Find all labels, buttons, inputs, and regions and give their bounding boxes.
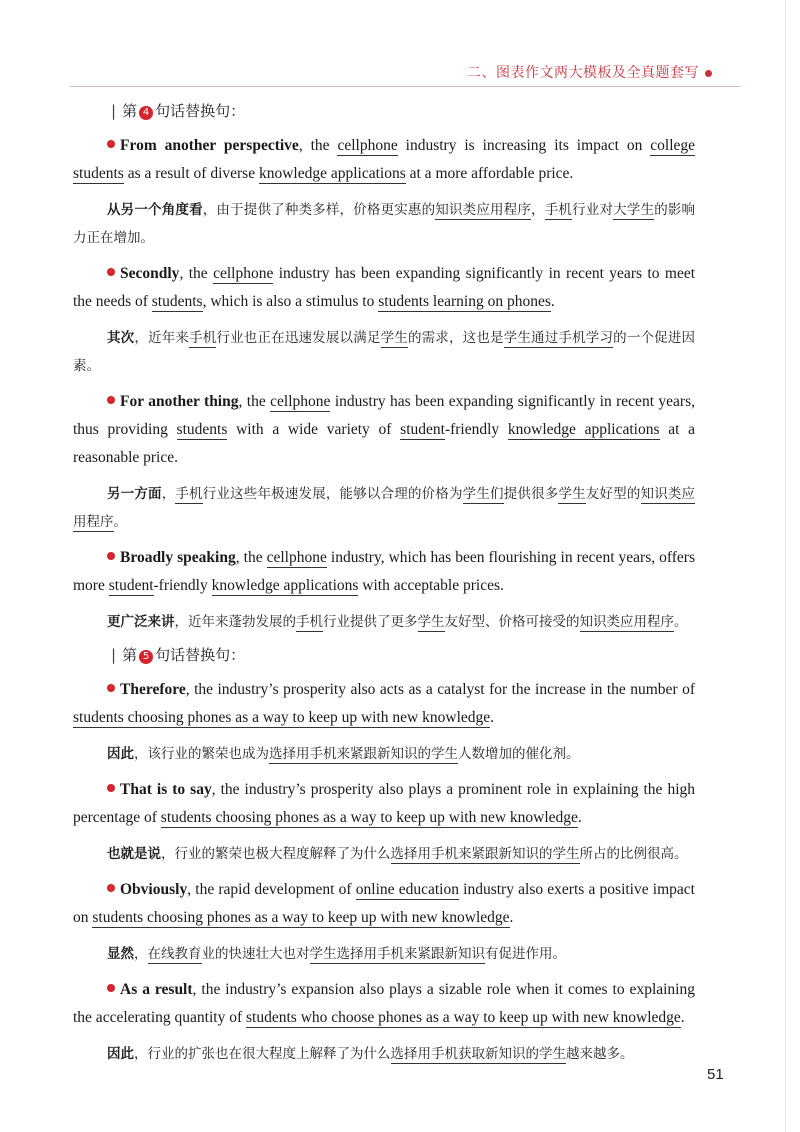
header-dot-icon xyxy=(705,70,712,77)
bullet-icon xyxy=(107,884,115,892)
bullet-icon xyxy=(107,684,115,692)
example-5-4-chinese: 因此，行业的扩张也在很大程度上解释了为什么选择用手机获取新知识的学生越来越多。 xyxy=(107,1046,634,1062)
section-bar-icon: | xyxy=(111,646,117,664)
example-4-1-chinese: 从另一个角度看，由于提供了种类多样，价格更实惠的知识类应用程序，手机行业对大学生的影响力正在增加。 xyxy=(73,202,696,246)
example-4-4-english: Broadly speaking, the cellphone industry, which has been flourishing in recent years, offers more student-friendly knowledge applications with acceptable prices. xyxy=(73,549,696,594)
bullet-icon xyxy=(107,552,115,560)
bullet-icon xyxy=(107,396,115,404)
example-5-2-chinese: 也就是说，行业的繁荣也极大程度解释了为什么选择用手机来紧跟新知识的学生所占的比例很高。 xyxy=(107,846,688,862)
section-bar-icon: | xyxy=(111,102,117,120)
example-5-1-chinese: 因此，该行业的繁荣也成为选择用手机来紧跟新知识的学生人数增加的催化剂。 xyxy=(107,746,580,762)
page-number: 51 xyxy=(707,1066,724,1083)
bullet-icon xyxy=(107,140,115,148)
example-4-2-english: Secondly, the cellphone industry has been expanding significantly in recent years to meet the needs of students, which is also a stimulus to students learning on phones. xyxy=(73,265,696,310)
section-4-heading: | 第 4 句话替换句： xyxy=(111,102,246,120)
bullet-icon xyxy=(107,268,115,276)
section-5-heading: | 第 5 句话替换句： xyxy=(111,646,246,664)
example-4-3-chinese: 另一方面，手机行业这些年极速发展，能够以合理的价格为学生们提供很多学生友好型的知识类应用程序。 xyxy=(73,486,696,530)
example-5-1-english: Therefore, the industry’s prosperity also acts as a catalyst for the increase in the number of students choosing phones as a way to keep up with new knowledge. xyxy=(73,681,695,726)
example-5-3-english: Obviously, the rapid development of online education industry also exerts a positive impact on students choosing phones as a way to keep up with new knowledge. xyxy=(73,881,695,926)
example-4-4-chinese: 更广泛来讲，近年来蓬勃发展的手机行业提供了更多学生友好型、价格可接受的知识类应用程序。 xyxy=(107,614,688,630)
example-5-3-chinese: 显然，在线教育业的快速壮大也对学生选择用手机来紧跟新知识有促进作用。 xyxy=(107,946,566,962)
example-5-2-english: That is to say, the industry’s prosperity also plays a prominent role in explaining the high percentage of students choosing phones as a way to keep up with new knowledge. xyxy=(73,781,696,826)
section-number-badge: 5 xyxy=(139,650,153,664)
page-content xyxy=(73,100,695,1076)
section-number-badge: 4 xyxy=(139,106,153,120)
example-4-3-english: For another thing, the cellphone industry has been expanding significantly in recent years, thus providing students with a wide variety of student-friendly knowledge applications at a reasonable price. xyxy=(73,393,696,466)
example-4-2-chinese: 其次，近年来手机行业也正在迅速发展以满足学生的需求，这也是学生通过手机学习的一个促进因素。 xyxy=(73,330,696,374)
example-5-4-english: As a result, the industry’s expansion also plays a sizable role when it comes to explaining the accelerating quantity of students who choose phones as a way to keep up with new knowledge. xyxy=(73,981,695,1026)
page-edge xyxy=(785,0,786,1132)
header-divider xyxy=(70,86,740,87)
bullet-icon xyxy=(107,784,115,792)
example-4-1-english: From another perspective, the cellphone industry is increasing its impact on college students as a result of diverse knowledge applications at a more affordable price. xyxy=(73,137,696,182)
running-header xyxy=(467,62,712,82)
header-title: 二、图表作文两大模板及全真题套写 xyxy=(467,65,699,81)
bullet-icon xyxy=(107,984,115,992)
